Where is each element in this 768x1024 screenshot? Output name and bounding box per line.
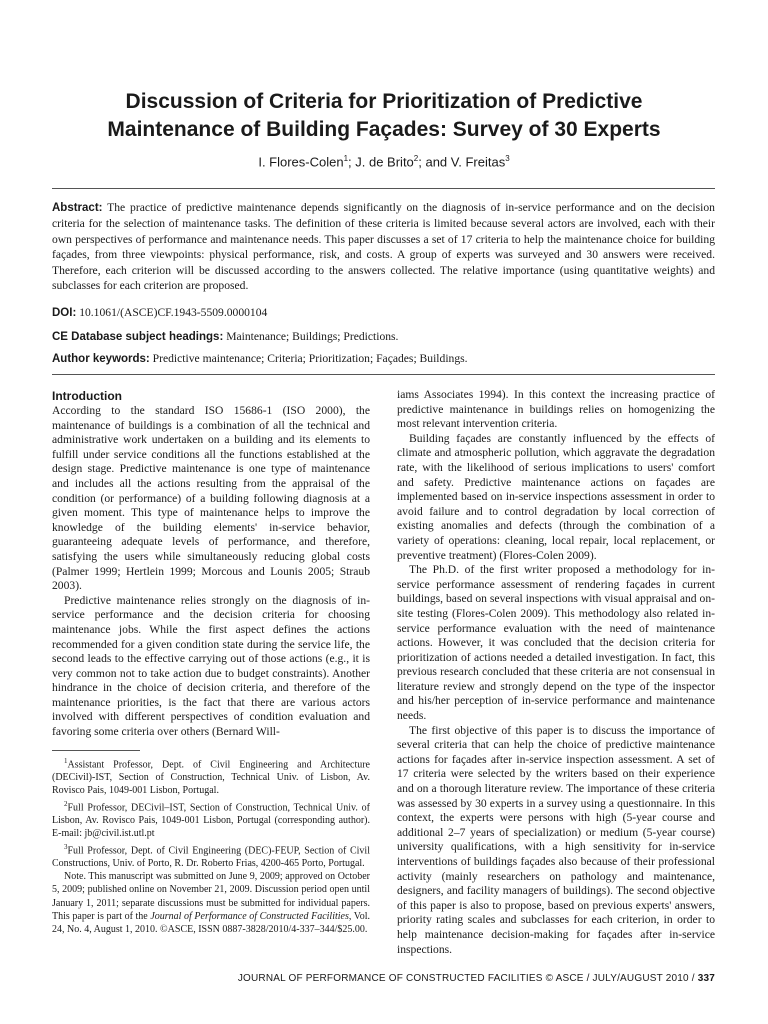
author-name: I. Flores-Colen	[258, 154, 344, 170]
footnote-text: Full Professor, DECivil–IST, Section of Construction, Technical Univ. of Lisbon, Av. Rovisco Pais, 1049-001 Lisbon, Portugal (corresponding author). E-mail: jb@civil.ist.utl.pt	[52, 801, 370, 840]
footer-journal: JOURNAL OF PERFORMANCE OF CONSTRUCTED FACILITIES © ASCE / JULY/AUGUST 2010 /	[237, 973, 698, 984]
author-separator: ;	[348, 154, 356, 170]
keywords-label: Author keywords:	[52, 353, 150, 365]
footnote	[52, 755, 370, 798]
doi-line	[52, 305, 715, 321]
left-column	[52, 388, 370, 936]
keywords-value: Predictive maintenance; Criteria; Prioritization; Façades; Buildings.	[152, 352, 468, 365]
body-paragraph: According to the standard ISO 15686-1 (ISO 2000), the maintenance of buildings is a combination of all the technical and administrative work undertaken on a building and its elements to fulfill under service conditions all the functions established at the design stage. Predictive maintenance is one type of maintenance and includes all the actions resulting from the appraisal of the condition (or performance) of a building following diagnosis at a given moment. This type of maintenance helps to improve the knowledge of the building elements' in-service behavior, guaranteeing adequate levels of performance, and therefore, satisfying the users while simultaneously reducing global costs (Palmer 1999; Hertlein 1999; Morcous and Lounis 2005; Straub 2003).	[52, 404, 370, 593]
body-paragraph: The first objective of this paper is to discuss the importance of several criteria that can help the choice of predictive maintenance actions for façades after in-service inspection assessment. A set of 17 criteria were selected by the writers based on their experience and on a thorough literature review. The importance of these criteria was assessed by 30 experts in a survey using a questionnaire. In this context, the experts were persons with high (5-year course and additional 2–7 years of specialization) or medium (5-year course) university qualifications, with a high sensitivity for in-service interventions of buildings façades also because of their professional activity (mainly researchers on pathology and maintenance, designers, and facility managers of buildings). The second objective of this paper is also to propose, based on previous experts' answers, priority rating scales and subclasses for each criterion, in order to help maintenance decision-making for façades after in-service inspections.	[397, 723, 715, 956]
ce-headings-line	[52, 329, 715, 345]
abstract-label: Abstract:	[52, 202, 103, 214]
journal-name: Journal of Performance of Constructed Facilities	[150, 910, 349, 922]
abstract-divider	[52, 374, 715, 375]
note-text: Note. This manuscript was submitted on June 9, 2009; approved on October 5, 2009; published online on November 21, 2009. Discussion period open until January 1, 2011; separate discussions must be submitted for individual papers. This paper is part of the	[52, 871, 370, 922]
ce-headings-value: Maintenance; Buildings; Predictions.	[226, 330, 399, 343]
footnote	[52, 841, 370, 871]
doi-label: DOI:	[52, 307, 77, 319]
body-paragraph: Predictive maintenance relies strongly on the diagnosis of in-service performance and the decision criteria for choosing maintenance jobs. While the first aspect defines the actions recommended for a given condition state during the service life, the second leads to the effective carrying out of those actions (e.g., it is very common not to take action due to budget constraints). Another hindrance in the choice of decision criteria, and therefore of the maintenance priorities, is the fact that there are various actors involved with different perspectives of condition evaluation and favoring some criteria over others (Bernard Will-	[52, 593, 370, 739]
abstract-text: The practice of predictive maintenance depends significantly on the diagnosis of in-service performance and on the decision criteria for the selection of maintenance tasks. The definition of these criteria is limited because several actors are involved, each with their own perspectives of performance and maintenance needs. This paper discusses a set of 17 criteria to help the maintenance choice for building façades, from three viewpoints: physical performance, risk, and costs. A group of experts was surveyed and 30 answers were received. Therefore, each criterion will be discussed according to the answers collected. The relative importance (using quantitative weights) and subclasses for each criterion are proposed.	[52, 201, 715, 293]
author-name: J. de Brito	[355, 154, 414, 170]
page-number: 337	[697, 973, 715, 984]
page-footer	[238, 973, 715, 984]
footnote	[52, 798, 370, 841]
section-heading-introduction: Introduction	[52, 389, 122, 403]
ce-headings-label: CE Database subject headings:	[52, 331, 224, 343]
continued-paragraph: iams Associates 1994). In this context the increasing practice of predictive maintenance in buildings relies on homogenizing the most relevant intervention criteria.	[397, 388, 715, 431]
author-separator: ; and	[418, 154, 451, 170]
body-paragraph: The Ph.D. of the first writer proposed a methodology for in-service performance assessment of rendering façades in current buildings, based on several inspections with visual appraisal and on-site testing (Flores-Colen 2009). This methodology also related in-service performance evaluation with the need of maintenance actions. However, it was concluded that the decision criteria for prioritization of actions needed a detailed investigation. In fact, this previous research concluded that these criteria are not consensual in literature review and strongly depend on the type of the inspector and his/her perception of in-service performance and maintenance needs.	[397, 563, 715, 723]
author-list	[60, 150, 708, 171]
paper-title: Discussion of Criteria for Prioritization of Predictive Maintenance of Building Façades: Survey of 30 Experts	[107, 90, 661, 141]
footnote-marker: 3	[64, 842, 68, 851]
note-rest: , Vol. 24, No. 4, August 1, 2010. ©ASCE, ISSN 0887-3828/2010/4-337–344/$25.00.	[52, 910, 371, 936]
footnote-marker: 2	[64, 799, 68, 808]
footnote-marker: 1	[64, 756, 68, 765]
footnote-text: Assistant Professor, Dept. of Civil Engineering and Architecture (DECivil)-IST, Section of Construction, Technical Univ. of Lisbon, Av. Rovisco Pais, 1049-001 Lisbon, Portugal.	[52, 758, 370, 797]
author-affiliation-marker: 2	[413, 154, 419, 163]
author-name: V. Freitas	[450, 154, 506, 170]
submission-note	[52, 870, 370, 936]
author-affiliation-marker: 1	[343, 154, 349, 163]
footnote-divider	[52, 750, 140, 751]
keywords-line	[52, 351, 715, 367]
author-affiliation-marker: 3	[505, 154, 510, 163]
doi-value: 10.1061/(ASCE)CF.1943-5509.0000104	[79, 306, 268, 319]
body-paragraph: Building façades are constantly influenced by the effects of climate and atmospheric pollution, which aggravate the degradation rate, with the likelihood of serious implications to users' comfort and safety. Predictive maintenance actions on façades are implemented based on in-service inspections assessment in order to avoid failure and to control degradation by local correction of existing anomalies and defects (through the combination of a variety of operations: cleaning, local repair, local replacement, or preventive treatment) (Flores-Colen 2009).	[397, 431, 715, 562]
footnote-text: Full Professor, Dept. of Civil Engineering (DEC)-FEUP, Section of Civil Constructions, Univ. of Porto, R. Dr. Roberto Frias, 4200-465 Porto, Portugal.	[52, 844, 370, 870]
abstract	[52, 200, 715, 293]
header-divider	[52, 188, 715, 189]
right-column	[397, 388, 715, 957]
